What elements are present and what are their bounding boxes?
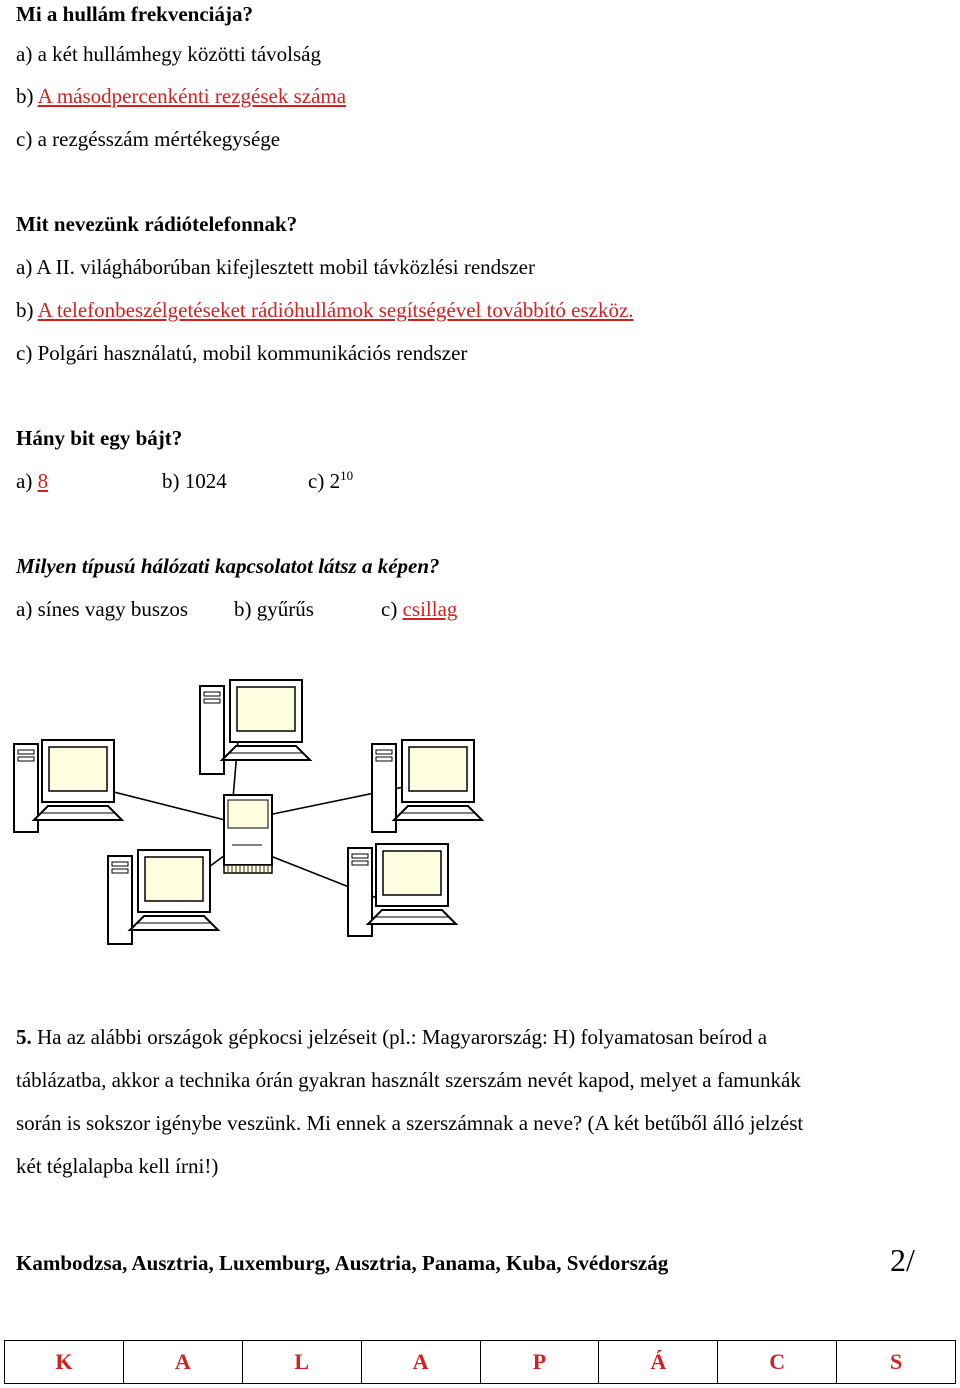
q1-option-b-prefix: b) [16,84,38,108]
q4-correct-answer: csillag [402,597,458,621]
q2-option-b [16,300,634,321]
q1-correct-answer: A másodpercenkénti rezgések száma [37,84,347,108]
q3-option-c-base: c) 2 [308,469,341,493]
right-pc-icon [372,740,482,832]
q2-option-a: a) A II. világháborúban kifejlesztett mobil távközlési rendszer [16,255,535,279]
answer-cell[interactable]: A [361,1341,480,1384]
q3-option-b: b) 1024 [162,469,227,493]
q5-number: 5. [16,1025,32,1049]
q4-option-b: b) gyűrűs [234,597,314,621]
answer-grid [4,1340,956,1384]
answer-cell[interactable]: C [718,1341,837,1384]
q5-line-2: táblázatba, akkor a technika órán gyakran használt szerszám nevét kapod, melyet a famunkák [16,1068,801,1092]
q3-correct-answer: 8 [37,469,49,493]
answer-cell[interactable]: K [5,1341,124,1384]
q2-option-c: c) Polgári használatú, mobil kommunikációs rendszer [16,341,468,365]
q5-country-list: Kambodzsa, Ausztria, Luxemburg, Ausztria, Panama, Kuba, Svédország [16,1251,669,1275]
q3-option-c-exponent: 10 [340,468,354,483]
left-pc-icon [14,740,122,832]
answer-cell[interactable]: L [242,1341,361,1384]
bottom-right-pc-icon [348,844,456,936]
answer-cell[interactable]: A [123,1341,242,1384]
q3-question: Hány bit egy bájt? [16,426,183,450]
q2-option-b-prefix: b) [16,298,38,322]
q1-option-c: c) a rezgésszám mértékegysége [16,127,281,151]
answer-cell[interactable]: P [480,1341,599,1384]
answer-cell[interactable]: S [837,1341,956,1384]
q5-line-1 [16,1027,767,1048]
q4-question: Milyen típusú hálózati kapcsolatot látsz a képen? [16,554,440,578]
q4-option-a: a) sínes vagy buszos [16,597,189,621]
q2-correct-answer: A telefonbeszélgetéseket rádióhullámok segítségével továbbító eszköz. [37,298,634,322]
q4-option-c-prefix: c) [381,597,403,621]
bottom-left-pc-icon [108,850,218,944]
q5-line-3: során is sokszor igénybe veszünk. Mi ennek a szerszámnak a neve? (A két betűből álló jelzést [16,1111,804,1135]
star-network-diagram [0,660,960,960]
q4-option-c [381,599,457,620]
q3-option-a-prefix: a) [16,469,38,493]
q5-text-line-1: Ha az alábbi országok gépkocsi jelzéseit (pl.: Magyarország: H) folyamatosan beírod a [31,1025,768,1049]
q3-option-a [16,471,48,492]
top-pc-icon [200,680,310,774]
q1-option-b [16,86,346,107]
q2-question: Mit nevezünk rádiótelefonnak? [16,212,298,236]
q1-question: Mi a hullám frekvenciája? [16,2,254,26]
q5-line-4: két téglalapba kell írni!) [16,1154,219,1178]
q5-score: 2/ [890,1242,915,1278]
server-tower-icon [224,795,272,873]
q1-option-a: a) a két hullámhegy közötti távolság [16,42,321,66]
answer-cell[interactable]: Á [599,1341,718,1384]
q3-option-c [308,468,354,493]
